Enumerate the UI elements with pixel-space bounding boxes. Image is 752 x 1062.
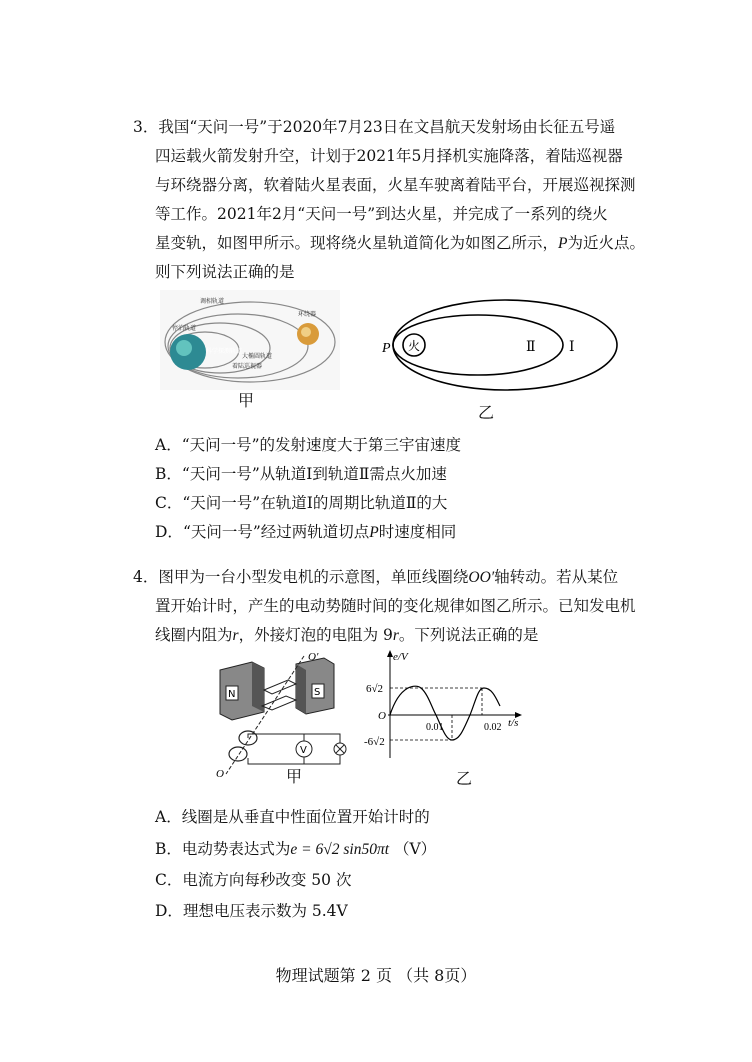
q3-fig-jia-caption: 甲 <box>238 391 255 410</box>
orbit-outer <box>393 300 617 390</box>
q3-line-3: 与环绕器分离，软着陆火星表面，火星车驶离着陆平台，开展巡视探测 <box>155 176 636 194</box>
n-label: N <box>228 689 236 700</box>
q3-option-b: B．“天问一号”从轨道Ⅰ到轨道Ⅱ需点火加速 <box>155 465 447 483</box>
q3-line-6: 则下列说法正确的是 <box>155 263 295 281</box>
q4-fig-jia-caption: 甲 <box>286 767 303 786</box>
q3-option-d: D．“天问一号”经过两轨道切点P时速度相同 <box>155 523 457 541</box>
q3-line-4: 等工作。2021年2月“天问一号”到达火星，并完成了一系列的绕火 <box>155 205 608 223</box>
p-label: P <box>382 341 391 356</box>
label-kexue: 科学探测轨道 <box>206 348 243 355</box>
q4-option-a: A．线圈是从垂直中性面位置开始计时的 <box>155 808 430 826</box>
q3-line-1: 3．我国“天问一号”于2020年7月23日在文昌航天发射场由长征五号遥 <box>133 118 616 136</box>
label-datuoyuan: 大椭圆轨道 <box>242 353 273 360</box>
label-tiaoxiang: 调相轨道 <box>200 298 225 305</box>
q4-option-d: D．理想电压表示数为 5.4V <box>155 902 348 920</box>
q4-line-2: 置开始计时，产生的电动势随时间的变化规律如图乙所示。已知发电机 <box>155 597 636 615</box>
label-tingbo: 停泊轨道 <box>172 325 197 332</box>
y-axis-label: e/V <box>393 651 408 663</box>
q4-line-3: 线圈内阻为r，外接灯泡的电阻为 9r。下列说法正确的是 <box>155 626 539 644</box>
y-top-label: 6√2 <box>366 683 384 695</box>
o-prime-label: O′ <box>308 651 319 663</box>
q4-line-1: 4．图甲为一台小型发电机的示意图，单匝线圈绕OO′轴转动。若从某位 <box>133 568 619 586</box>
q4-option-b: B．电动势表达式为e = 6√2 sin50πt （V） <box>155 840 437 858</box>
o-label: O <box>216 768 224 780</box>
origin-label: O <box>378 710 386 722</box>
mars-label: 火 <box>408 339 421 353</box>
q3-fig-yi-caption: 乙 <box>478 403 495 422</box>
orbit-ii-label: Ⅱ <box>526 339 536 355</box>
y-bottom-label: -6√2 <box>364 736 385 748</box>
x-axis-label: t/s <box>508 717 519 729</box>
q4-option-c: C．电流方向每秒改变 50 次 <box>155 871 352 889</box>
q4-fig-yi-caption: 乙 <box>456 769 473 788</box>
q3-figure-jia <box>160 290 340 390</box>
x-tick-002: 0.02 <box>484 722 502 733</box>
q3-option-c: C．“天问一号”在轨道Ⅰ的周期比轨道Ⅱ的大 <box>155 494 448 512</box>
s-label: S <box>314 687 321 698</box>
q3-option-a: A．“天问一号”的发射速度大于第三宇宙速度 <box>155 436 462 454</box>
x-tick-001: 0.01 <box>426 722 444 733</box>
v-label: V <box>300 745 307 756</box>
page-footer: 物理试题第 2 页 （共 8页） <box>275 966 477 985</box>
orbit-i-label: Ⅰ <box>569 339 575 355</box>
q3-line-2: 四运载火箭发射升空，计划于2021年5月择机实施降落，着陆巡视器 <box>155 147 623 165</box>
q3-line-5: 星变轨，如图甲所示。现将绕火星轨道简化为如图乙所示，P为近火点。 <box>155 234 645 252</box>
q4-figure-yi <box>364 648 530 760</box>
q4-figure-jia <box>212 650 360 780</box>
q3-figure-yi <box>380 296 620 396</box>
label-zhaolu: 着陆巡视器 <box>232 363 263 370</box>
label-huanraoqi: 环绕器 <box>298 311 317 318</box>
